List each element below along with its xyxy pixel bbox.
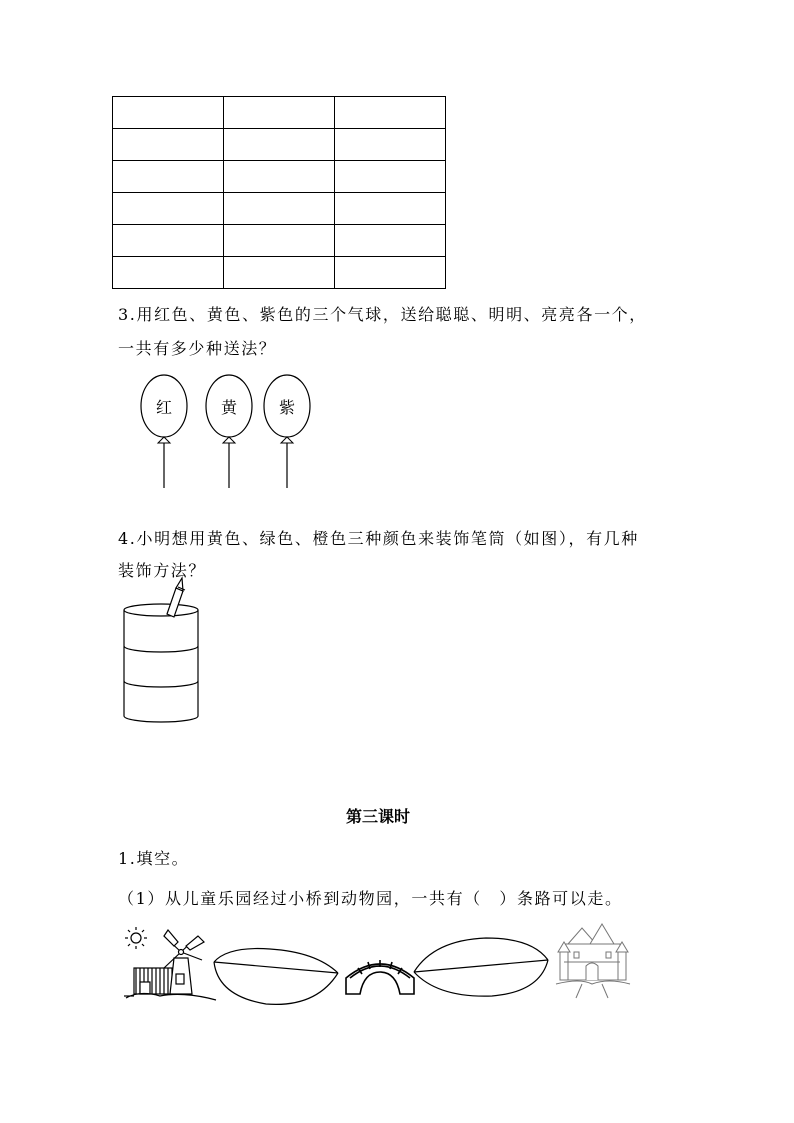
path-left-lower [214, 962, 338, 1004]
table-row [113, 97, 446, 129]
table-cell [224, 97, 335, 129]
bridge-icon [346, 960, 414, 994]
table-row [113, 257, 446, 289]
balloon-yellow [206, 375, 252, 488]
balloon-red [141, 375, 187, 488]
table-cell [224, 225, 335, 257]
table-cell [335, 161, 446, 193]
table-row [113, 161, 446, 193]
table-cell [224, 129, 335, 161]
fill-blank-heading: 1.填空。 [118, 849, 190, 868]
playground-windmill-icon [124, 930, 216, 1000]
table-cell [335, 257, 446, 289]
path-left-middle [214, 962, 338, 973]
table-cell [224, 193, 335, 225]
q4-text-line1: 4.小明想用黄色、绿色、橙色三种颜色来装饰笔筒（如图），有几种 [118, 529, 639, 548]
balloon-label-red: 红 [155, 398, 173, 417]
table-row [113, 193, 446, 225]
table-cell [335, 193, 446, 225]
balloons-figure [130, 368, 330, 493]
table-cell [224, 257, 335, 289]
fill-blank-question: （1）从儿童乐园经过小桥到动物园，一共有（ ）条路可以走。 [118, 889, 623, 908]
table-cell [113, 161, 224, 193]
table-cell [335, 225, 446, 257]
q4-text-line2: 装饰方法？ [118, 561, 207, 580]
path-right-middle [414, 960, 548, 972]
table-cell [113, 97, 224, 129]
balloon-label-yellow: 黄 [220, 398, 238, 417]
table-cell [113, 225, 224, 257]
balloon-label-purple: 紫 [278, 398, 296, 417]
table-row [113, 225, 446, 257]
table-cell [224, 161, 335, 193]
table-cell [113, 257, 224, 289]
pen-holder-figure [118, 570, 208, 730]
table-cell [335, 97, 446, 129]
lesson-title: 第三课时 [346, 807, 411, 826]
balloon-purple [264, 375, 310, 488]
table-cell [113, 129, 224, 161]
answer-table [112, 96, 446, 289]
q3-text-line1: 3.用红色、黄色、紫色的三个气球，送给聪聪、明明、亮亮各一个， [118, 305, 647, 324]
path-left-upper [214, 949, 338, 973]
table-cell [335, 129, 446, 161]
table-cell [113, 193, 224, 225]
route-figure [120, 922, 640, 1012]
q3-text-line2: 一共有多少种送法？ [118, 339, 277, 358]
path-right-upper [414, 938, 548, 972]
table-row [113, 129, 446, 161]
zoo-castle-icon [556, 924, 630, 998]
sun-icon [125, 927, 147, 949]
